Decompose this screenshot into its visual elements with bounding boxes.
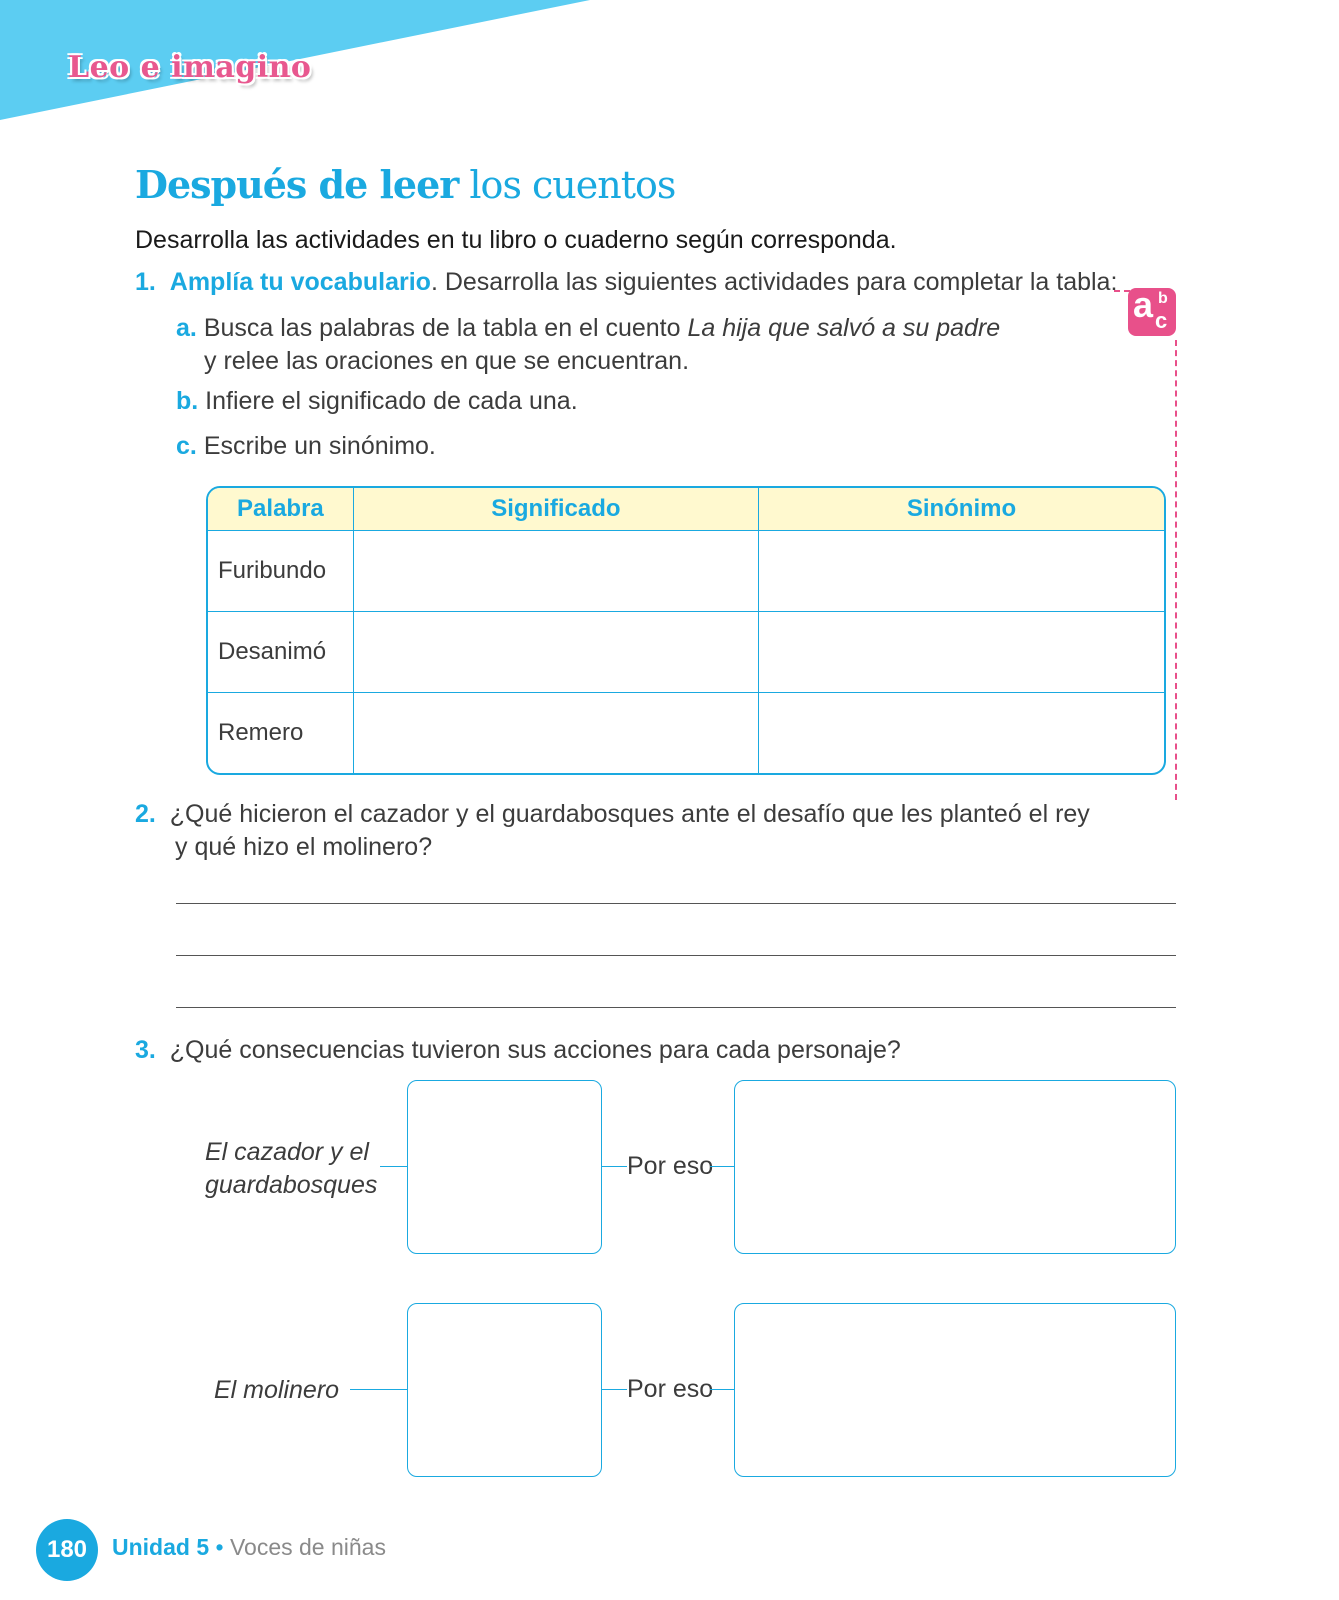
- question-1b-letter: b.: [176, 387, 199, 415]
- page-number: 180: [36, 1519, 98, 1581]
- synonym-cell[interactable]: [759, 612, 1164, 693]
- question-1a-text2: y relee las oraciones en que se encuentran.: [204, 347, 690, 375]
- table-header-row: [208, 488, 1164, 531]
- question-3: [135, 1036, 901, 1065]
- question-1: [135, 268, 1117, 297]
- footer-unit: [112, 1534, 386, 1561]
- action-box-hunter[interactable]: [407, 1080, 602, 1254]
- footer-subtitle: Voces de niñas: [229, 1534, 386, 1560]
- connector-line: [710, 1389, 734, 1390]
- table-row: [208, 612, 1164, 693]
- question-3-text: ¿Qué consecuencias tuvieron sus acciones para cada personaje?: [169, 1036, 901, 1064]
- dashed-guide-vertical: [1175, 340, 1177, 800]
- question-2-line1: ¿Qué hicieron el cazador y el guardabosques ante el desafío que les planteó el rey: [169, 800, 1090, 828]
- question-1a-letter: a.: [176, 314, 197, 342]
- footer-bullet: •: [215, 1534, 224, 1560]
- question-1-number: 1.: [135, 268, 156, 296]
- vocabulary-table: [206, 486, 1166, 775]
- instructions: Desarrolla las actividades en tu libro o cuaderno según corresponda.: [135, 226, 897, 254]
- title-light: los cuentos: [469, 163, 676, 207]
- question-1c-text: Escribe un sinónimo.: [203, 432, 436, 460]
- footer-unit-name: Unidad 5: [112, 1534, 210, 1560]
- header-palabra: Palabra: [208, 488, 354, 531]
- question-2-line2: y qué hizo el molinero?: [175, 833, 433, 861]
- word-cell: Remero: [208, 693, 354, 773]
- por-eso-label: Por eso: [627, 1152, 714, 1180]
- abc-icon: a b c: [1128, 288, 1176, 336]
- question-1b-text: Infiere el significado de cada una.: [205, 387, 578, 415]
- question-2: [135, 798, 1090, 864]
- answer-line[interactable]: [176, 1007, 1176, 1008]
- word-cell: Desanimó: [208, 612, 354, 693]
- meaning-cell[interactable]: [354, 693, 759, 773]
- character-label-miller: El molinero: [214, 1376, 340, 1404]
- connector-line: [710, 1166, 734, 1167]
- table-row: [208, 531, 1164, 612]
- section-label: Leo e imagino: [68, 50, 312, 85]
- consequence-box-miller[interactable]: [734, 1303, 1176, 1477]
- title-bold: Después de leer: [135, 162, 459, 207]
- question-2-number: 2.: [135, 800, 156, 828]
- meaning-cell[interactable]: [354, 612, 759, 693]
- question-3-number: 3.: [135, 1036, 156, 1064]
- meaning-cell[interactable]: [354, 531, 759, 612]
- connector-line: [601, 1389, 627, 1390]
- table-row: [208, 693, 1164, 773]
- synonym-cell[interactable]: [759, 531, 1164, 612]
- question-1a-text1: Busca las palabras de la tabla en el cuento: [203, 314, 688, 342]
- synonym-cell[interactable]: [759, 693, 1164, 773]
- page-title: [135, 162, 675, 207]
- dashed-guide-horizontal: [1114, 290, 1130, 292]
- question-1c-letter: c.: [176, 432, 197, 460]
- action-box-miller[interactable]: [407, 1303, 602, 1477]
- question-1a-story-title: La hija que salvó a su padre: [687, 314, 1001, 342]
- por-eso-label: Por eso: [627, 1375, 714, 1403]
- question-1b: [176, 387, 578, 416]
- header-significado: Significado: [354, 488, 759, 531]
- connector-line: [380, 1166, 408, 1167]
- header-sinonimo: Sinónimo: [759, 488, 1164, 531]
- question-1-heading: Amplía tu vocabulario: [169, 268, 431, 296]
- connector-line: [350, 1389, 408, 1390]
- answer-line[interactable]: [176, 955, 1176, 956]
- question-1c: [176, 432, 436, 461]
- connector-line: [601, 1166, 627, 1167]
- question-1a: [176, 312, 1000, 378]
- consequence-box-hunter[interactable]: [734, 1080, 1176, 1254]
- character-label-hunter: El cazador y el guardabosques: [205, 1138, 378, 1199]
- answer-line[interactable]: [176, 903, 1176, 904]
- question-1-text: . Desarrolla las siguientes actividades para completar la tabla:: [430, 268, 1118, 296]
- word-cell: Furibundo: [208, 531, 354, 612]
